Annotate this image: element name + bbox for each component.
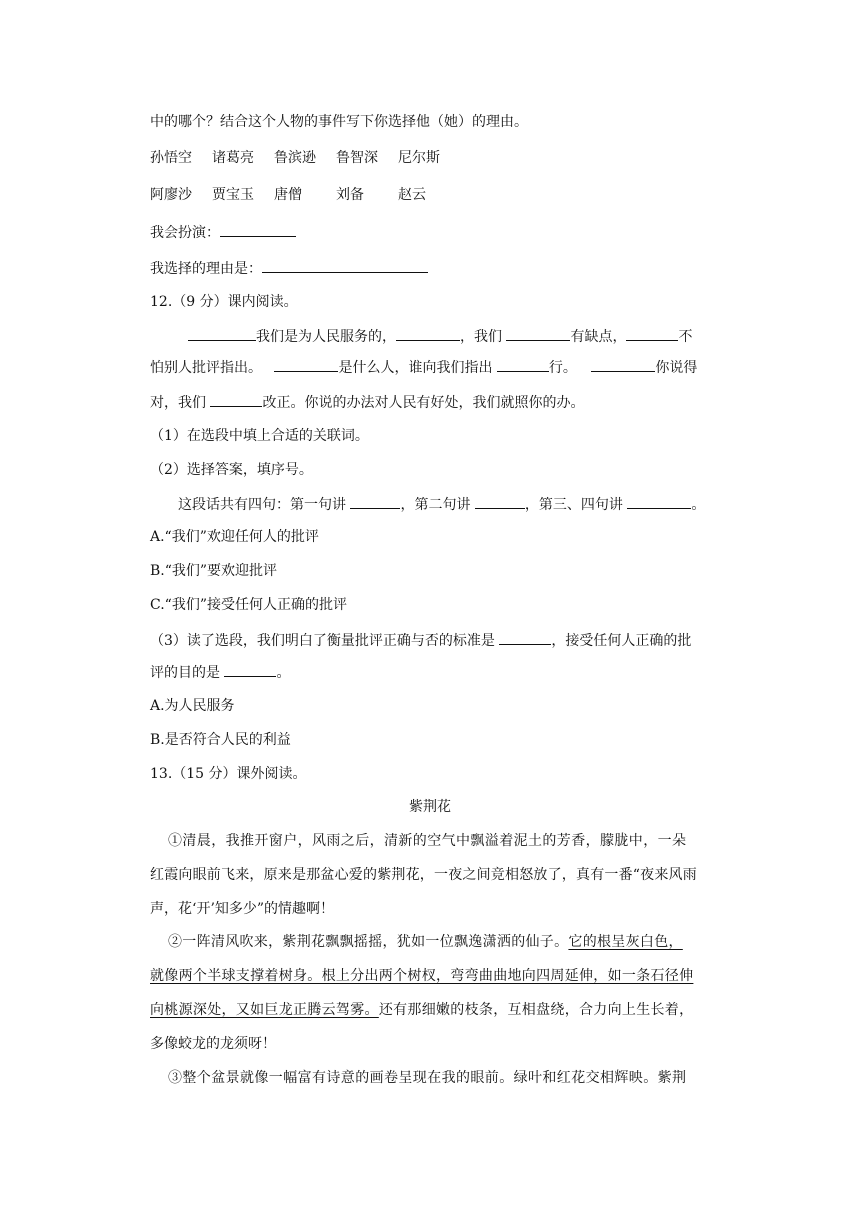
fill-text: ，第二句讲 bbox=[400, 497, 471, 513]
q11-prompt: 中的哪个？结合这个人物的事件写下你选择他（她）的理由。 bbox=[150, 114, 528, 130]
option-b: B.是否符合人民的利益 bbox=[150, 732, 291, 748]
underlined-sentence: 向桃源深处，又如巨龙正腾云驾雾。 bbox=[150, 1002, 379, 1018]
name-option: 阿廖沙 bbox=[150, 187, 192, 203]
fill-text: 评的目的是 bbox=[150, 665, 220, 681]
role-answer-blank[interactable] bbox=[220, 222, 296, 237]
passage-text: 是什么人，谁向我们指出 bbox=[338, 360, 493, 376]
name-option: 鲁智深 bbox=[336, 150, 378, 166]
paragraph-1-line-2: 红霞向眼前飞来，原来是那盆心爱的紫荆花，一夜之间竞相怒放了，真有一番“夜来风雨 bbox=[150, 867, 697, 883]
conjunction-blank-3[interactable] bbox=[506, 326, 570, 341]
q12-passage-line-3 bbox=[150, 392, 730, 414]
passage-text: 你说得 bbox=[655, 360, 698, 376]
q12-passage-line-2 bbox=[150, 357, 730, 379]
passage-text: 有缺点， bbox=[570, 329, 627, 345]
reason-label: 我选择的理由是： bbox=[150, 261, 262, 277]
conjunction-blank-4[interactable] bbox=[626, 326, 678, 341]
option-c: C.“我们”接受任何人正确的批评 bbox=[150, 597, 347, 613]
q11-role-line bbox=[150, 222, 730, 244]
paragraph-3-line-1: ③整个盆景就像一幅富有诗意的画卷呈现在我的眼前。绿叶和红花交相辉映。紫荆 bbox=[168, 1070, 687, 1086]
purpose-answer-blank[interactable] bbox=[224, 662, 276, 677]
name-option: 诸葛亮 bbox=[212, 150, 254, 166]
passage-text: 还有那细嫩的枝条，互相盘绕，合力向上生长着， bbox=[378, 1002, 694, 1018]
fill-text: （3）读了选段，我们明白了衡量批评正确与否的标准是 bbox=[150, 633, 495, 649]
sentence-1-answer-blank[interactable] bbox=[350, 494, 400, 509]
q12-sub-question-3-line-2 bbox=[150, 662, 730, 684]
fill-text: 这段话共有四句：第一句讲 bbox=[178, 497, 346, 513]
passage-title: 紫荆花 bbox=[409, 799, 451, 815]
passage-text: 不 bbox=[678, 329, 693, 345]
passage-text: 行。 bbox=[548, 360, 577, 376]
passage-text: 改正。你说的办法对人民有好处，我们就照你的办。 bbox=[262, 395, 585, 411]
paragraph-2-line-4: 多像蛟龙的龙须呀！ bbox=[150, 1036, 276, 1052]
q11-names-row-2 bbox=[150, 185, 730, 207]
reason-answer-blank[interactable] bbox=[262, 258, 428, 273]
passage-text: 对，我们 bbox=[150, 395, 206, 411]
conjunction-blank-1[interactable] bbox=[188, 326, 256, 341]
sentence-2-answer-blank[interactable] bbox=[475, 494, 525, 509]
conjunction-blank-8[interactable] bbox=[210, 392, 262, 407]
fill-text: 。 bbox=[691, 497, 706, 513]
paragraph-2-line-1 bbox=[168, 932, 730, 954]
q12-sub-question-2: （2）选择答案，填序号。 bbox=[150, 462, 313, 478]
paragraph-1-line-1: ①清晨，我推开窗户，风雨之后，清新的空气中飘溢着泥土的芳香，朦胧中，一朵 bbox=[168, 833, 687, 849]
name-option: 贾宝玉 bbox=[212, 187, 254, 203]
passage-text: 我们是为人民服务的， bbox=[256, 329, 396, 345]
q11-names-row-1 bbox=[150, 148, 730, 170]
conjunction-blank-2[interactable] bbox=[396, 326, 460, 341]
paragraph-1-line-3: 声，花‘开’知多少”的情趣啊！ bbox=[150, 901, 335, 917]
name-option: 尼尔斯 bbox=[398, 150, 440, 166]
passage-text: ②一阵清风吹来，紫荆花飘飘摇摇，犹如一位飘逸潇洒的仙子。 bbox=[168, 934, 569, 950]
underlined-sentence: 它的根呈灰白色， bbox=[568, 934, 683, 950]
q12-sub-question-2-fill bbox=[168, 494, 730, 516]
sentence-3-4-answer-blank[interactable] bbox=[627, 494, 691, 509]
q12-passage-line-1 bbox=[150, 326, 730, 348]
option-b: B.“我们”要欢迎批评 bbox=[150, 563, 278, 579]
name-option: 鲁滨逊 bbox=[274, 150, 316, 166]
standard-answer-blank[interactable] bbox=[499, 630, 551, 645]
q11-reason-line bbox=[150, 258, 730, 280]
q12-sub-question-3-line-1 bbox=[150, 630, 730, 652]
paragraph-2-line-2: 就像两个半球支撑着树身。根上分出两个树杈，弯弯曲曲地向四周延伸，如一条石径伸 bbox=[150, 968, 694, 984]
name-option: 赵云 bbox=[398, 187, 426, 203]
option-a: A.为人民服务 bbox=[150, 698, 235, 714]
passage-text: ，我们 bbox=[460, 329, 502, 345]
conjunction-blank-6[interactable] bbox=[497, 357, 549, 372]
passage-text: 怕别人批评指出。 bbox=[150, 360, 262, 376]
conjunction-blank-5[interactable] bbox=[274, 357, 338, 372]
name-option: 唐僧 bbox=[274, 187, 302, 203]
q13-header: 13.（15 分）课外阅读。 bbox=[150, 766, 307, 782]
fill-text: ，接受任何人正确的批 bbox=[551, 633, 692, 649]
fill-text: 。 bbox=[276, 665, 291, 681]
name-option: 孙悟空 bbox=[150, 150, 192, 166]
paragraph-2-line-3 bbox=[150, 1000, 730, 1022]
conjunction-blank-7[interactable] bbox=[591, 357, 655, 372]
role-label: 我会扮演： bbox=[150, 225, 220, 241]
q12-sub-question-1: （1）在选段中填上合适的关联词。 bbox=[150, 428, 369, 444]
q12-header: 12.（9 分）课内阅读。 bbox=[150, 294, 298, 310]
fill-text: ，第三、四句讲 bbox=[524, 497, 623, 513]
name-option: 刘备 bbox=[336, 187, 364, 203]
option-a: A.“我们”欢迎任何人的批评 bbox=[150, 529, 319, 545]
